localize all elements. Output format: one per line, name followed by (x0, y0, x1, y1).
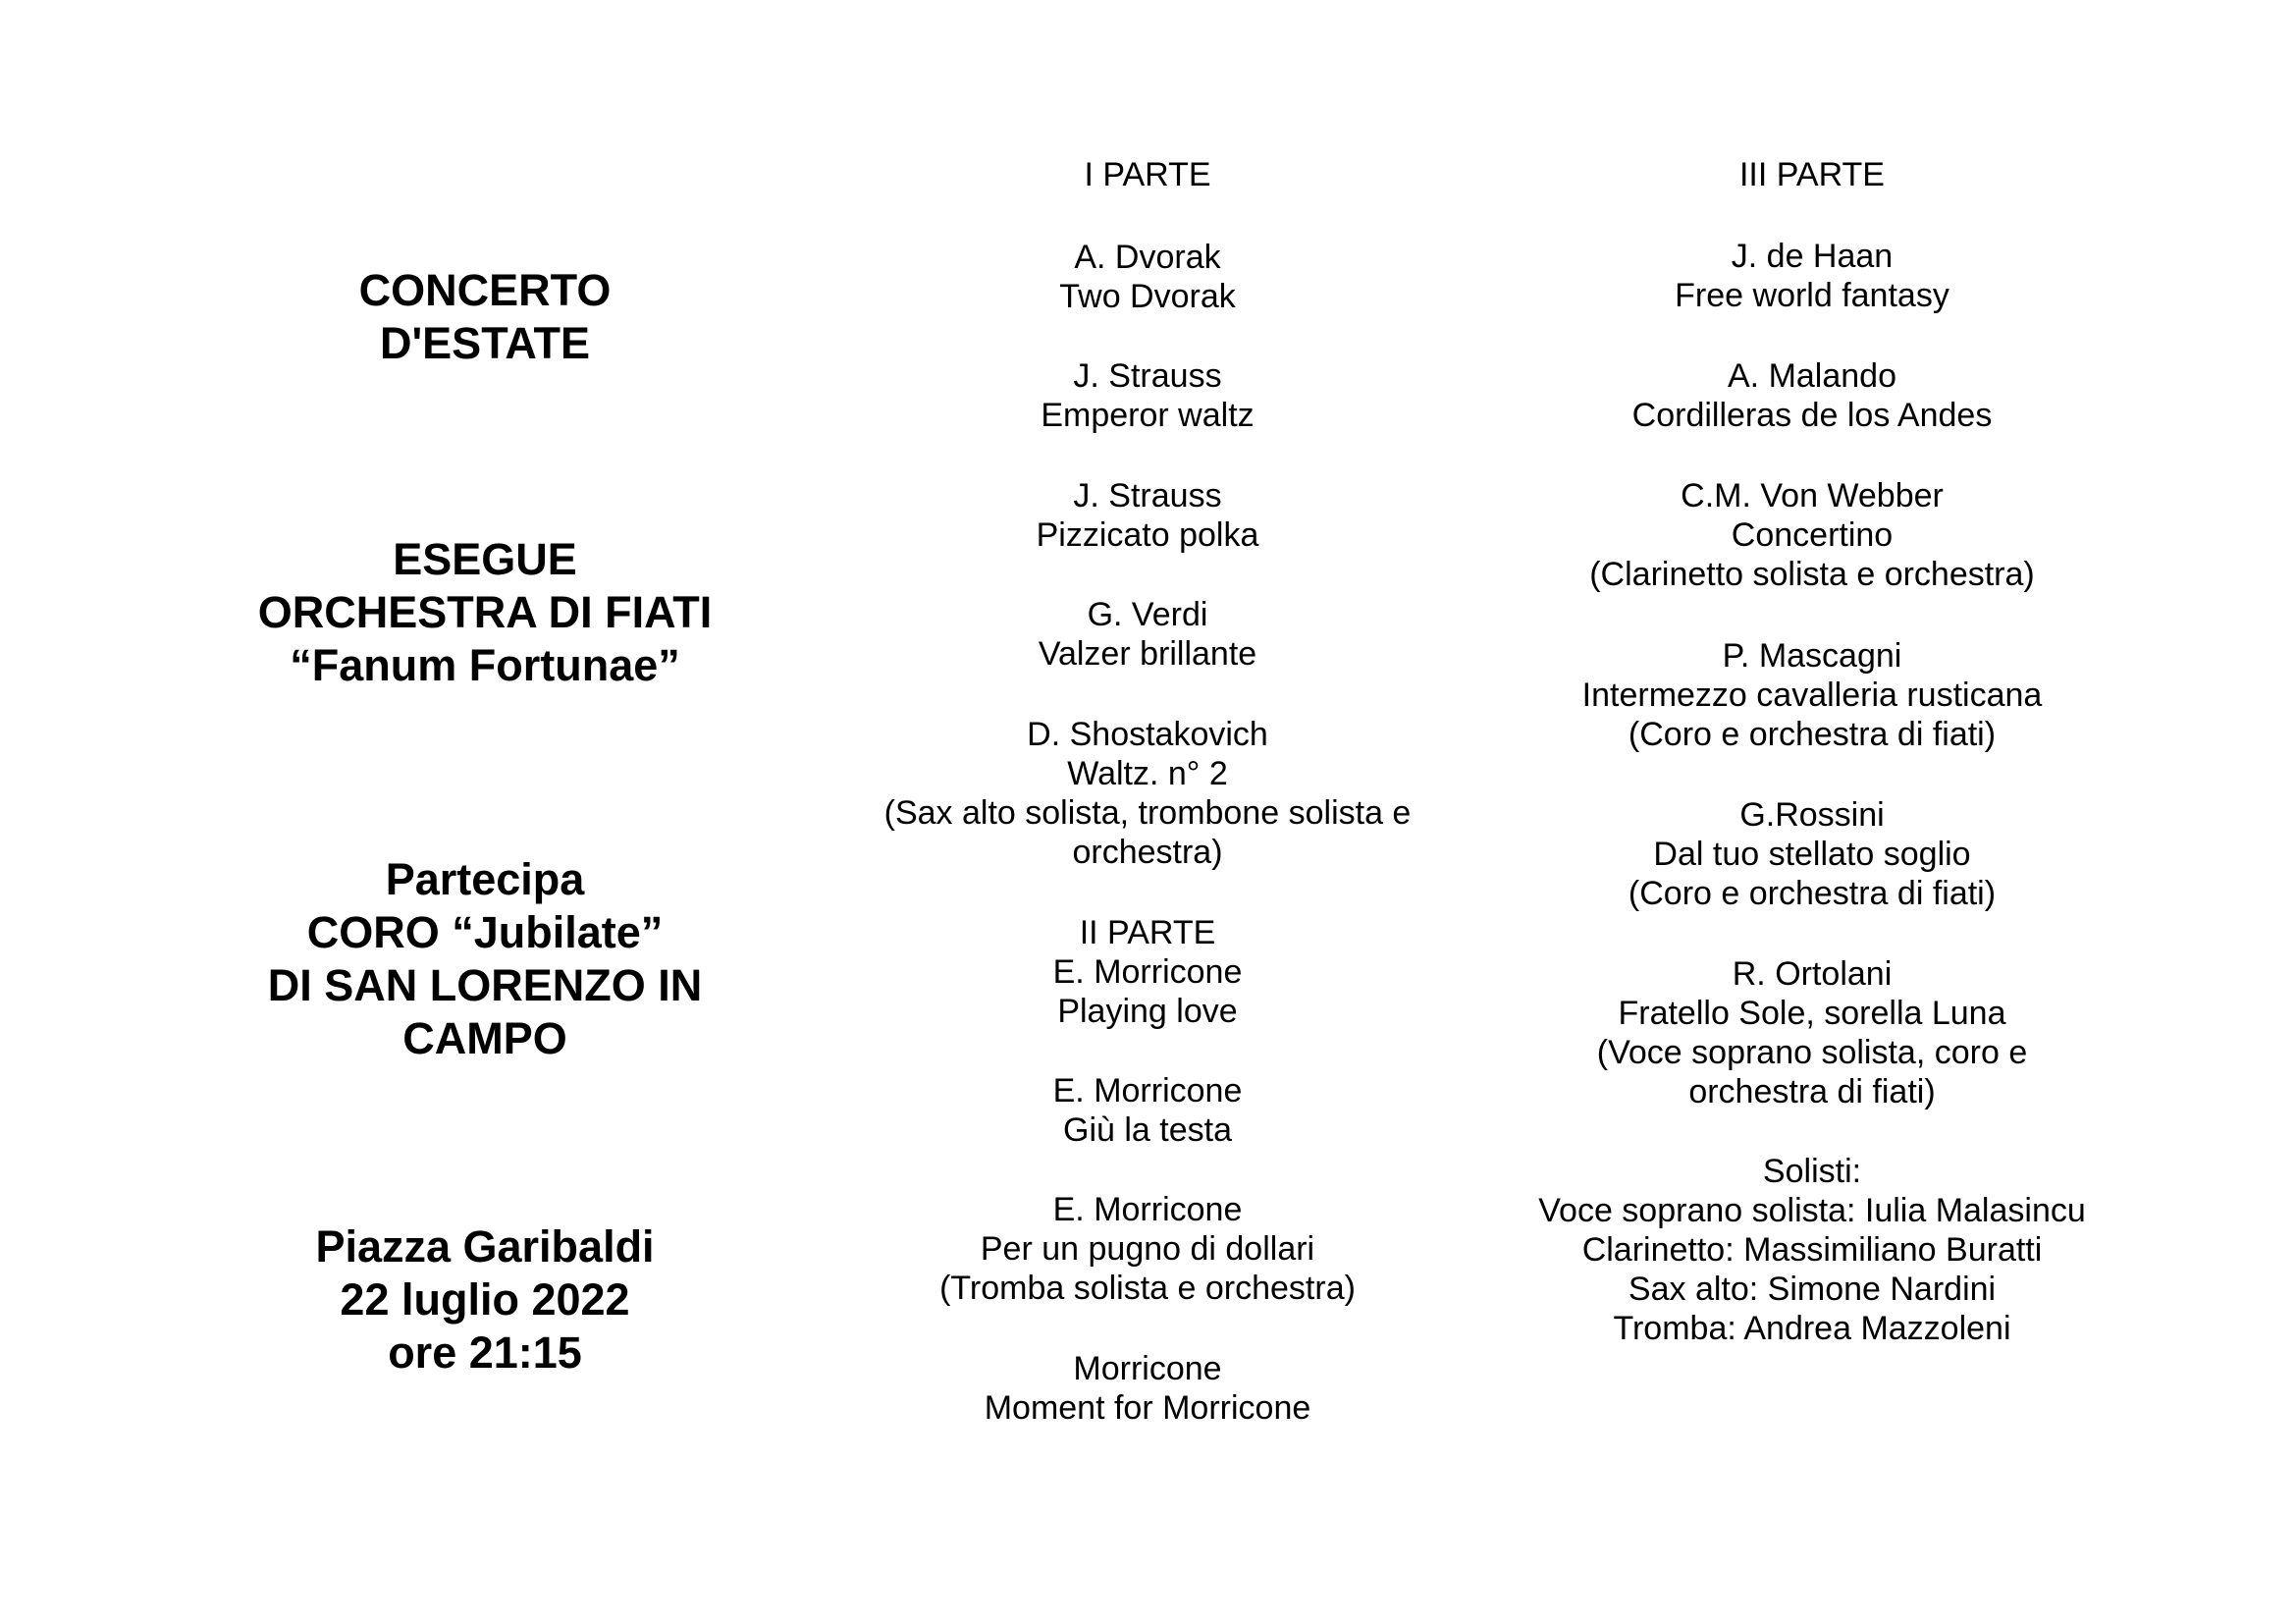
piece (814, 476, 1481, 555)
text-line: CAMPO (402, 1013, 567, 1063)
text-line: Partecipa (385, 854, 585, 904)
text-line: Waltz. n° 2 (1067, 755, 1228, 792)
piece (814, 1349, 1481, 1428)
text-line: (Clarinetto solista e orchestra) (1589, 556, 2035, 593)
piece (814, 595, 1481, 674)
text-line: “Fanum Fortunae” (290, 640, 680, 690)
text-line: 22 luglio 2022 (340, 1274, 630, 1325)
text-line: Concertino (1731, 516, 1894, 554)
text-line: G.Rossini (1739, 796, 1885, 834)
text-line: Giù la testa (1063, 1111, 1232, 1149)
piece (814, 238, 1481, 316)
text-line: III PARTE (1738, 156, 1885, 193)
text-line: Fratello Sole, sorella Luna (1618, 995, 2006, 1032)
text-line: ORCHESTRA DI FIATI (257, 587, 713, 637)
piece (1478, 476, 2146, 594)
text-line: G. Verdi (1087, 596, 1208, 633)
text-line: J. Strauss (1073, 477, 1222, 514)
text-line: Intermezzo cavalleria rusticana (1581, 677, 2043, 714)
performer (151, 533, 819, 692)
text-line: A. Dvorak (1074, 239, 1221, 276)
soloists (1478, 1152, 2146, 1348)
text-line: (Coro e orchestra di fiati) (1628, 875, 1997, 912)
text-line: Per un pugno di dollari (980, 1230, 1315, 1268)
text-line: C.M. Von Webber (1681, 477, 1944, 514)
text-line: Two Dvorak (1059, 278, 1236, 315)
part-1-heading (814, 155, 1481, 194)
venue-date (151, 1220, 819, 1380)
text-line: R. Ortolani (1732, 955, 1893, 993)
text-line: Clarinetto: Massimiliano Buratti (1581, 1231, 2043, 1269)
text-line: Tromba: Andrea Mazzoleni (1613, 1310, 2011, 1347)
text-line: Cordilleras de los Andes (1631, 397, 1993, 434)
text-line: II PARTE (1079, 914, 1216, 951)
program-column-part-3 (1478, 0, 2146, 1624)
text-line: Moment for Morricone (984, 1389, 1311, 1427)
text-line: CORO “Jubilate” (306, 907, 664, 957)
text-line: Valzer brillante (1038, 635, 1257, 673)
title-column (151, 0, 819, 1624)
part-2-heading-and-piece (814, 913, 1481, 1031)
text-line: J. de Haan (1731, 238, 1894, 275)
text-line: DI SAN LORENZO IN (267, 960, 703, 1010)
text-line: Piazza Garibaldi (315, 1221, 655, 1272)
text-line: E. Morricone (1052, 1191, 1243, 1228)
text-line: Morricone (1073, 1350, 1222, 1387)
piece (1478, 636, 2146, 754)
piece (1478, 356, 2146, 435)
text-line: (Sax alto solista, trombone solista e (883, 794, 1412, 832)
program-column-part-1-2 (814, 0, 1481, 1624)
text-line: P. Mascagni (1722, 637, 1902, 675)
text-line: A. Malando (1728, 357, 1896, 395)
text-line: (Tromba solista e orchestra) (939, 1270, 1356, 1307)
event-title (151, 264, 819, 370)
text-line: Pizzicato polka (1036, 516, 1259, 554)
text-line: CONCERTO (358, 265, 612, 315)
text-line: ESEGUE (393, 534, 577, 584)
text-line: J. Strauss (1073, 357, 1222, 395)
guest-choir (151, 853, 819, 1065)
text-line: orchestra) (1072, 834, 1223, 871)
part-3-heading (1478, 155, 2146, 194)
piece (814, 1071, 1481, 1150)
text-line: Emperor waltz (1041, 397, 1255, 434)
text-line: Solisti: (1762, 1153, 1862, 1190)
text-line: E. Morricone (1052, 953, 1243, 991)
text-line: Playing love (1057, 993, 1238, 1030)
text-line: orchestra di fiati) (1688, 1073, 1936, 1110)
text-line: Free world fantasy (1675, 277, 1949, 314)
text-line: (Coro e orchestra di fiati) (1628, 716, 1997, 753)
text-line: D. Shostakovich (1027, 716, 1268, 753)
text-line: I PARTE (1084, 156, 1211, 193)
piece (814, 356, 1481, 435)
piece (814, 1190, 1481, 1308)
text-line: D'ESTATE (379, 318, 591, 368)
text-line: Sax alto: Simone Nardini (1628, 1271, 1997, 1308)
piece (1478, 954, 2146, 1111)
piece (1478, 237, 2146, 315)
text-line: Voce soprano solista: Iulia Malasincu (1538, 1192, 2086, 1229)
piece (814, 715, 1481, 872)
text-line: Dal tuo stellato soglio (1653, 836, 1971, 873)
text-line: (Voce soprano solista, coro e (1596, 1034, 2028, 1071)
text-line: ore 21:15 (388, 1327, 582, 1378)
text-line: E. Morricone (1052, 1072, 1243, 1110)
piece (1478, 795, 2146, 913)
